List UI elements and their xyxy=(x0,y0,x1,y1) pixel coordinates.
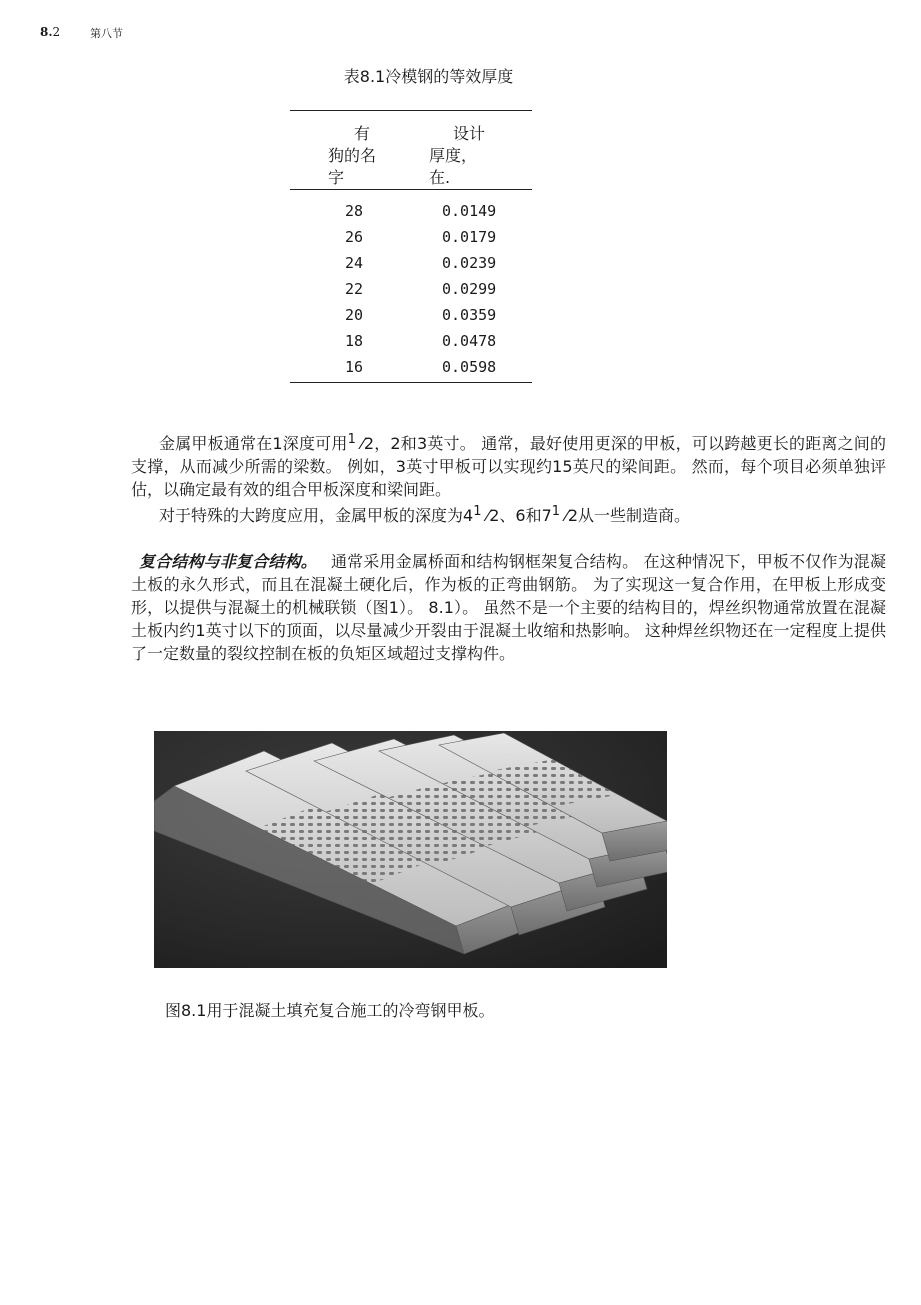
header-thickness: 设计 厚度， 在. xyxy=(429,124,486,187)
table-row: 20 0.0359 xyxy=(345,306,497,324)
table-row: 28 0.0149 xyxy=(345,202,497,220)
section-number: 8.2 xyxy=(40,25,61,39)
paragraph-long-span: 对于特殊的大跨度应用，金属甲板的深度为$4^1$ ⁄2、6和$7^1$ ⁄2从一些制造商。 xyxy=(159,504,691,525)
paragraph-deck-depths: 金属甲板通常在1深度可用$^1$ ⁄2，2和3英寸。 通常，最好使用更深的甲板，可以跨越更长的距离之间的支撑，从而减少所需的梁数。 例如，3英寸甲板可以实现约15英尺的梁间距。 然而，每个项目必须单独评估，以确定最有效的组合甲板深度和梁间距。 xyxy=(131,432,886,499)
table-header xyxy=(290,111,532,189)
figure-caption: 图8.1用于混凝土填充复合施工的冷弯钢甲板。 xyxy=(165,1001,495,1020)
thickness-table xyxy=(290,110,532,383)
table-caption: 表8.1冷模钢的等效厚度 xyxy=(343,67,514,86)
table-row: 26 0.0179 xyxy=(345,228,497,246)
chapter-label: 第八节 xyxy=(90,27,123,40)
header-gage: 有 狗的名 字 xyxy=(328,124,377,187)
table-row: 22 0.0299 xyxy=(345,280,497,298)
table-body xyxy=(290,190,532,382)
paragraph-lead-heading: 复合结构与非复合结构。 xyxy=(139,552,317,571)
paragraph-composite: 复合结构与非复合结构。 通常采用金属桥面和结构钢框架复合结构。 在这种情况下，甲板不仅作为混凝土板的永久形式，而且在混凝土硬化后，作为板的正弯曲钢筋。 为了实现这一复合作用，在甲板上形成变形，以提供与混凝土的机械联锁（图1）。 8.1）。 虽然不是一个主要的结构目的，焊丝织物通常放置在混凝土板内约1英寸以下的顶面，以尽量减少开裂由于混凝土收缩和热影响。 这种焊丝织物还在一定程度上提供了一定数量的裂纹控制在板的负矩区域超过支撑构件。 xyxy=(131,552,886,663)
page-header xyxy=(40,25,123,40)
steel-deck-photo xyxy=(154,731,667,968)
table-row: 18 0.0478 xyxy=(345,332,497,350)
table-row: 16 0.0598 xyxy=(345,358,497,376)
table-bottom-rule xyxy=(290,382,532,383)
table-row: 24 0.0239 xyxy=(345,254,497,272)
